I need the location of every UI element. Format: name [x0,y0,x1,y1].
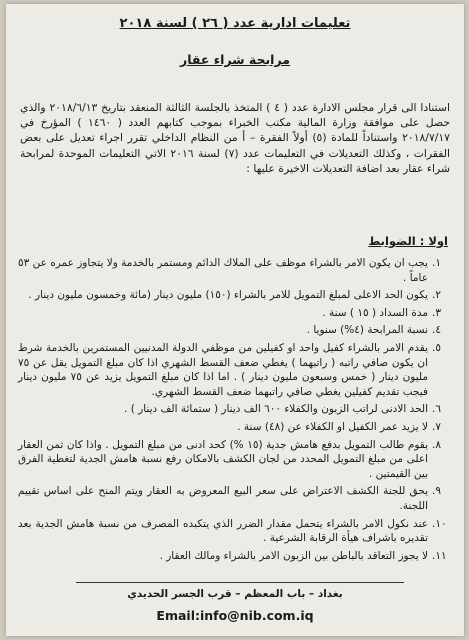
rule-item [18,341,450,399]
rule-item [18,484,450,513]
intro-paragraph: استنادا الى قرار مجلس الادارة عدد ( ٤ ) المتخذ بالجلسة الثالثة المنعقد بتاريخ ٢٠١٨/٦/١٣ والذي حصل على موافقة وزارة المالية مكتب الخبراء بموجب كتابهم العدد ( ١٤٦٠ ) المؤرخ في ٢٠١٨/٧/١٧ واستناداً للمادة (٥) أولاً الفقرة – أ من النظام الداخلي تقرر اجراء تعديل على بعض الفقرات ، وكذلك التعديلات في التعليمات عدد (٧) لسنة ٢٠١٦ الاتي التعليمات الموحدة لمرابحة شراء عقار بعد اضافة التعديلات الاخيرة عليها : [20,101,450,175]
rule-number: ٩. [432,485,441,498]
rule-text: لا يجوز التعاقد بالباطن بين الزبون الامر بالشراء ومالك العقار . [159,549,428,562]
rule-text: يحق للجنة الكشف الاعتراض على سعر البيع المعروض به العقار ويتم المنح على اساس تقييم اللجنة. [18,485,428,512]
rule-text: يجب ان يكون الامر بالشراء موظف على الملاك الدائم ومستمر بالخدمة ولا يتجاوز عمره عن ٥٣ عاماً . [18,257,428,284]
rule-number: ٤. [432,324,441,337]
document-subtitle: مرابحة شراء عقار [180,52,290,67]
rule-number: ١. [432,257,441,269]
rule-number: ٧. [432,420,441,433]
rule-text: يكون الحد الاعلى لمبلغ التمويل للامر بالشراء (١٥٠) مليون دينار (مائة وخمسون مليون دينار . [28,289,428,302]
rule-item [18,323,450,338]
rule-number: ٨. [432,438,441,451]
rule-number: ١٠. [432,517,447,530]
rule-number: ٣. [432,306,441,319]
rule-number: ٢. [432,289,441,302]
rule-text: يقدم الامر بالشراء كفيل واحد او كفيلين من موظفي الدولة المدنيين المستمرين بالخدمة شرط ان يكون صافي راتبه ( راتبهما ) يغطي ضعف القسط الشهري اذا كان مبلغ التمويل يقل عن ٧٥ مليون دينار ( خمس وسبعون مليون دينار ) . اما اذا كان مبلغ التمويل يزيد عن ٧٥ مليون دينار فيجب تقديم كفيلين يغطي صافي راتبهما ضعف القسط الشهري. [18,341,428,398]
footer-divider [76,582,404,583]
rule-text: لا يزيد عمر الكفيل او الكفلاء عن (٤٨) سنة . [237,420,428,433]
rule-number: ١١. [432,549,447,562]
rule-number: ٥. [432,341,441,354]
rule-item [18,402,450,417]
rule-text: الحد الادنى لراتب الزبون والكفلاء ٦٠٠ الف دينار ( ستمائة الف دينار ) . [124,403,428,416]
rule-item [18,549,450,564]
section-heading: اولا : الضوابط [368,234,448,248]
rule-number: ٦. [432,403,441,416]
rule-item [18,288,450,303]
rule-item [18,420,450,435]
rule-item [18,517,450,546]
rule-item [18,256,450,285]
footer-email: Email:info@nib.com.iq [156,608,314,623]
rule-item [18,306,450,321]
rule-text: يقوم طالب التمويل بدفع هامش جدية (١٥ %) كحد ادنى من مبلغ التمويل . واذا كان ثمن العقار اعلى من مبلغ التمويل المحدد من لجان الكشف بالامكان رفع نسبة هامش الجدية لتغطية الفرق بين القيمتين . [18,438,428,480]
rule-text: نسبة المرابحة (٤%) سنويا . [306,324,428,337]
footer-address: بغداد – باب المعظم – قرب الجسر الحديدي [127,588,343,600]
document-page [6,4,464,636]
rule-item [18,438,450,482]
rule-text: عند نكول الامر بالشراء يتحمل مقدار الضرر الذي يتكبده المصرف من نسبة هامش الجدية بعد تقديره باشراف هيأة الرقابة الشرعية . [18,517,428,545]
rule-text: مدة السداد ( ١٥ ) سنة . [322,306,428,319]
rules-list [18,256,450,566]
document-title: تعليمات ادارية عدد ( ٢٦ ) لسنة ٢٠١٨ [119,16,351,31]
